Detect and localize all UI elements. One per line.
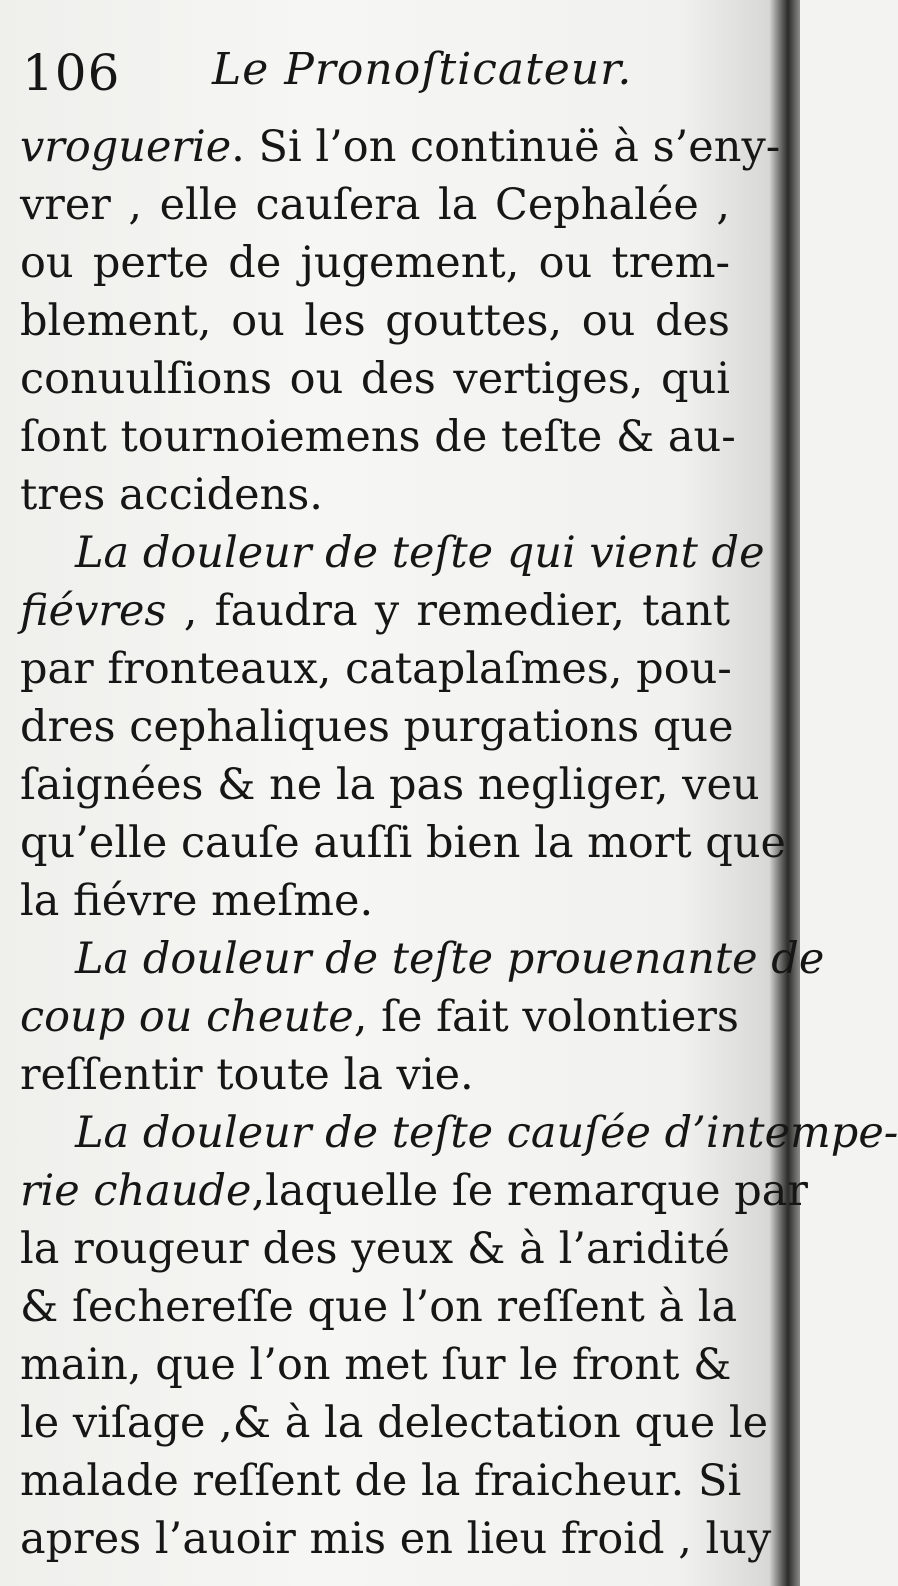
- text-line: la rougeur des yeux & à l’aridité: [20, 1224, 730, 1274]
- text-line: coup ou cheute, ſe fait volontiers: [20, 992, 740, 1042]
- page-edge: [770, 0, 800, 1586]
- text-line: vrer , elle cauſera la Cephalée ,: [20, 180, 730, 230]
- text-line: le viſage ,& à la delectation que le: [20, 1398, 769, 1448]
- text-line: rie chaude,laquelle ſe remarque par: [20, 1166, 808, 1216]
- text-line: La douleur de teſte qui vient de: [75, 528, 765, 578]
- text-line: la fiévre meſme.: [20, 876, 374, 926]
- text-line: La douleur de teſte prouenante de: [75, 934, 825, 984]
- text-line: ſaignées & ne la pas negliger, veu: [20, 760, 760, 810]
- running-head: [22, 44, 762, 114]
- text-line: ſont tournoiemens de teſte & au-: [20, 412, 736, 462]
- text-line: & ſechereſſe que l’on reſſent à la: [20, 1282, 738, 1332]
- text-line: fiévres , faudra y remedier, tant: [20, 586, 730, 636]
- text-line: blement, ou les gouttes, ou des: [20, 296, 730, 346]
- text-line: main, que l’on met ſur le front &: [20, 1340, 732, 1390]
- text-line: apres l’auoir mis en lieu froid , luy: [20, 1514, 772, 1564]
- text-line: conuulſions ou des vertiges, qui: [20, 354, 730, 404]
- text-line: dres cephaliques purgations que: [20, 702, 734, 752]
- text-line: vroguerie. Si l’on continuë à s’eny-: [20, 122, 781, 172]
- text-line: ou perte de jugement, ou trem-: [20, 238, 730, 288]
- text-line: qu’elle cauſe auſſi bien la mort que: [20, 818, 786, 868]
- text-line: La douleur de teſte cauſée d’intempe-: [75, 1108, 898, 1158]
- text-line: malade reſſent de la fraicheur. Si: [20, 1456, 742, 1506]
- running-title: Le Pronoſticateur.: [212, 44, 633, 95]
- body-text: [20, 118, 898, 1568]
- text-line: tres accidens.: [20, 470, 323, 520]
- text-line: reſſentir toute la vie.: [20, 1050, 474, 1100]
- page-number: 106: [22, 44, 121, 102]
- text-line: par fronteaux, cataplaſmes, pou-: [20, 644, 732, 694]
